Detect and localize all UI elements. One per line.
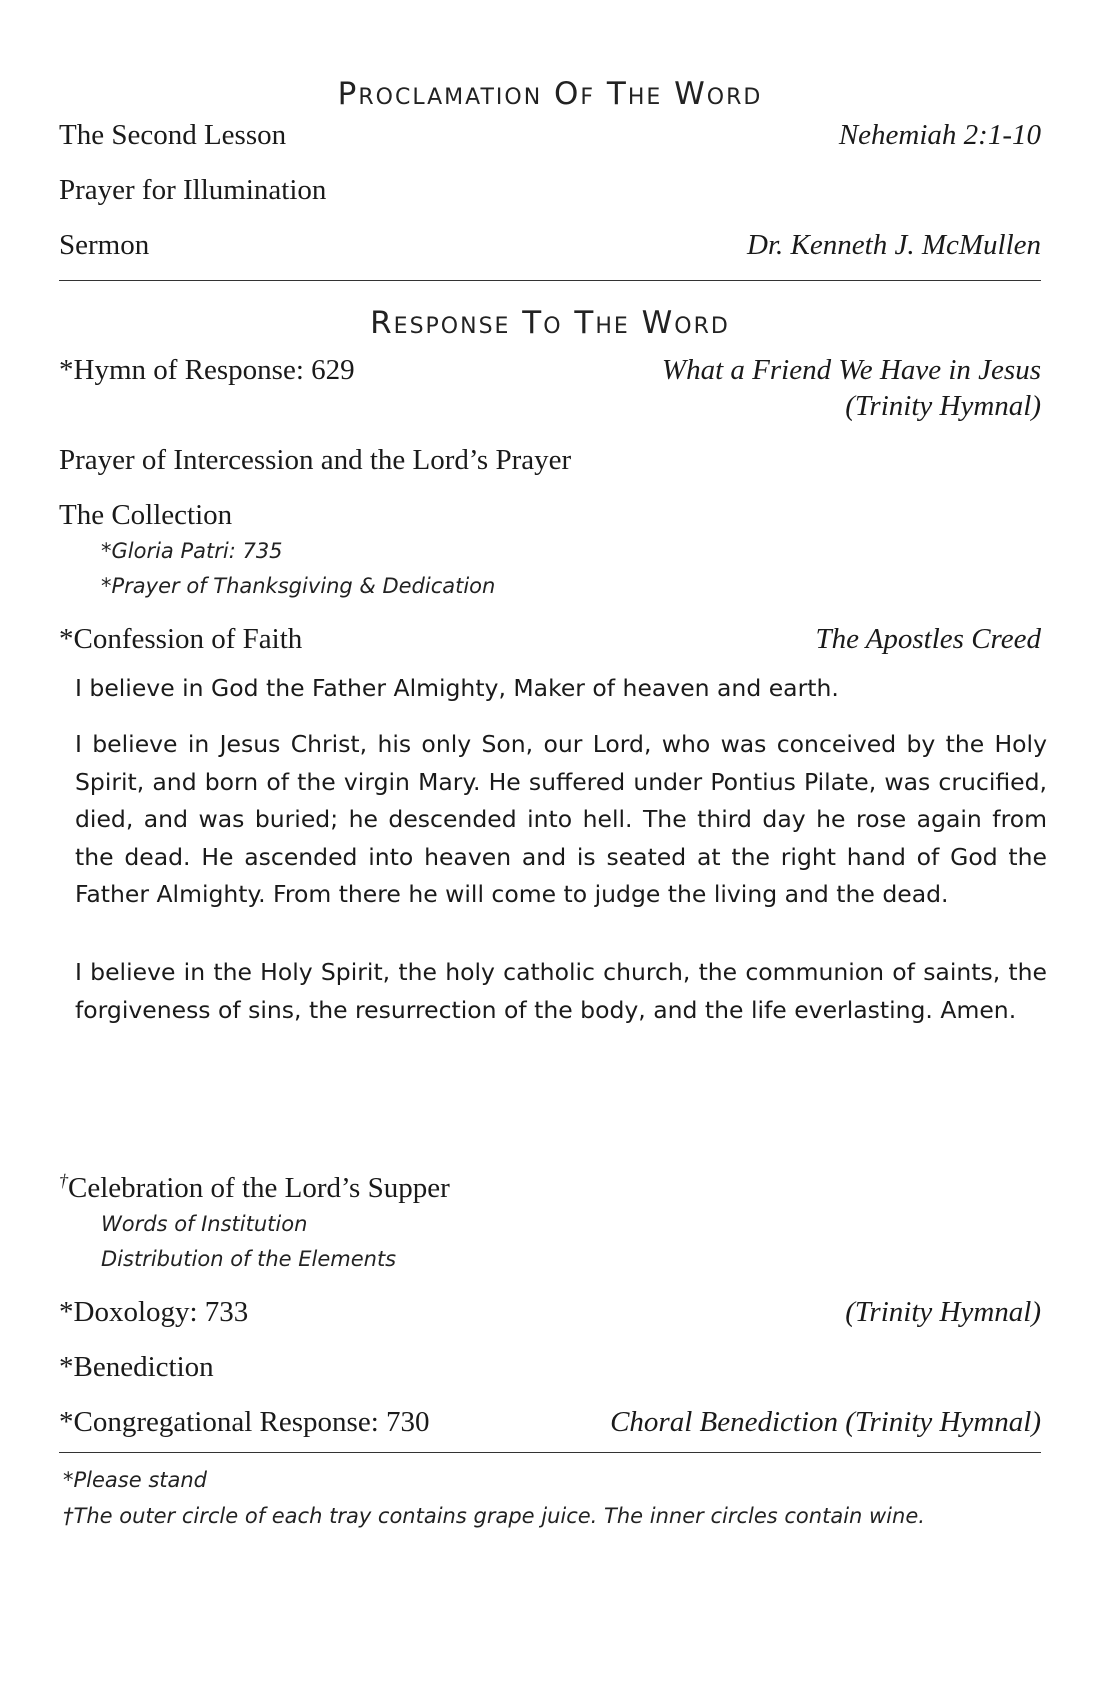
creed-paragraph-3: I believe in the Holy Spirit, the holy catholic church, the communion of saints, the forgiveness of sins, the resurrection of the body, and the life everlasting. Amen. — [75, 958, 1047, 1024]
hymn-row — [59, 353, 1041, 387]
doxology-label: *Doxology: 733 — [59, 1296, 249, 1328]
words-of-institution: Words of Institution — [101, 1212, 308, 1236]
distribution-elements: Distribution of the Elements — [101, 1247, 397, 1271]
creed-paragraph-1: I believe in God the Father Almighty, Maker of heaven and earth. — [75, 674, 839, 702]
illumination-row — [59, 173, 1041, 207]
supper-label: Celebration of the Lord’s Supper — [68, 1172, 450, 1204]
supper-heading — [59, 1171, 450, 1205]
sermon-preacher: Dr. Kenneth J. McMullen — [747, 229, 1041, 261]
dagger-mark: † — [59, 1170, 68, 1191]
thanksgiving-prayer: *Prayer of Thanksgiving & Dedication — [101, 574, 496, 598]
congregational-row — [59, 1405, 1041, 1439]
divider-bottom — [59, 1452, 1041, 1453]
hymn-label: *Hymn of Response: 629 — [59, 354, 355, 386]
second-lesson-label: The Second Lesson — [59, 119, 287, 151]
creed-paragraph-2: I believe in Jesus Christ, his only Son, our Lord, who was conceived by the Holy Spirit, and born of the virgin Mary. He suffered under Pontius Pilate, was crucified, died, and was buried; he descended into hell. The third day he rose again from the dead. He ascended into heaven and is seated at the right hand of God the Father Almighty. From there he will come to judge the living and the dead. — [75, 730, 1047, 908]
divider-top — [59, 280, 1041, 281]
hymn-hymnal: (Trinity Hymnal) — [845, 390, 1041, 422]
intercession-row — [59, 443, 1041, 477]
second-lesson-reference: Nehemiah 2:1-10 — [838, 119, 1041, 151]
benediction-row — [59, 1350, 1041, 1384]
congregational-label: *Congregational Response: 730 — [59, 1406, 430, 1438]
confession-title: The Apostles Creed — [815, 623, 1041, 655]
hymn-title: What a Friend We Have in Jesus — [661, 354, 1041, 386]
confession-row — [59, 622, 1041, 656]
confession-label: *Confession of Faith — [59, 623, 303, 655]
proclamation-heading: Proclamation Of The Word — [337, 76, 763, 112]
collection-label: The Collection — [59, 499, 233, 531]
doxology-hymnal: (Trinity Hymnal) — [845, 1296, 1041, 1328]
response-heading: Response To The Word — [370, 305, 730, 341]
sermon-row — [59, 228, 1041, 262]
congregational-title: Choral Benediction (Trinity Hymnal) — [610, 1406, 1041, 1438]
footnote-stand: *Please stand — [63, 1468, 208, 1492]
sermon-label: Sermon — [59, 229, 150, 261]
second-lesson-row — [59, 118, 1041, 152]
supper-row — [59, 1171, 1041, 1205]
bulletin-page — [59, 0, 1047, 1700]
gloria-patri: *Gloria Patri: 735 — [101, 539, 283, 563]
intercession-label: Prayer of Intercession and the Lord’s Prayer — [59, 444, 572, 476]
collection-row — [59, 498, 1041, 532]
benediction-label: *Benediction — [59, 1351, 214, 1383]
illumination-label: Prayer for Illumination — [59, 174, 327, 206]
footnote-supper: †The outer circle of each tray contains grape juice. The inner circles contain wine. — [63, 1504, 925, 1528]
doxology-row — [59, 1295, 1041, 1329]
